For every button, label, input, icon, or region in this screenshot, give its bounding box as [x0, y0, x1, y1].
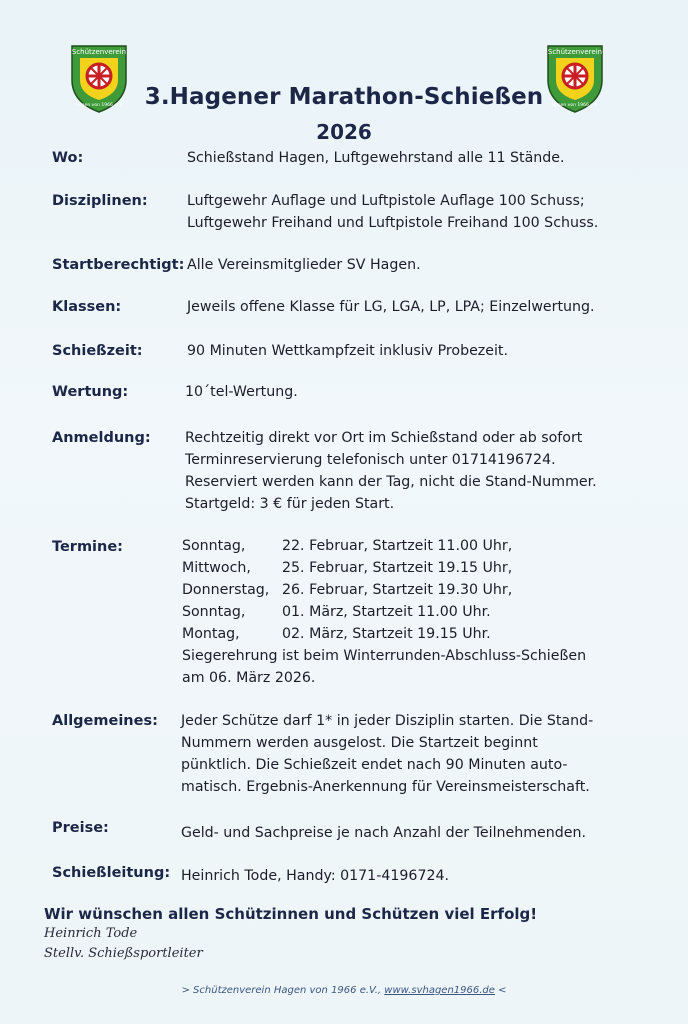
value-wo: Schießstand Hagen, Luftgewehrstand alle 11 Stände.: [187, 150, 565, 166]
svg-text:Schützenverein: Schützenverein: [71, 48, 127, 56]
label-wo: Wo:: [52, 150, 84, 166]
termin-row: Donnerstag, 26. Februar, Startzeit 19.30 Uhr,: [182, 582, 513, 598]
value-schiessleitung: Heinrich Tode, Handy: 0171-4196724.: [181, 868, 450, 884]
svg-text:Hagen von 1966 e.V.: Hagen von 1966 e.V.: [551, 103, 599, 108]
label-klassen: Klassen:: [52, 299, 122, 315]
value-preise: Geld- und Sachpreise je nach Anzahl der Teilnehmenden.: [181, 825, 586, 841]
value-anmeldung: Rechtzeitig direkt vor Ort im Schießstand oder ab sofort Terminreservierung telefonisch unter 01714196724. Reserviert werden kann der Tag, nicht die Stand-Nummer. Startgeld: 3 € für jeden Start.: [185, 430, 597, 512]
label-termine: Termine:: [52, 539, 123, 555]
label-disziplinen: Disziplinen:: [52, 193, 148, 209]
page-title: 3.Hagener Marathon-Schießen: [144, 84, 544, 110]
label-startberechtigt: Startberechtigt:: [52, 257, 185, 273]
label-schiesszeit: Schießzeit:: [52, 343, 143, 359]
page-year: 2026: [316, 120, 372, 144]
value-disziplinen: Luftgewehr Auflage und Luftpistole Auflage 100 Schuss; Luftgewehr Freihand und Luftpistole Freihand 100 Schuss.: [187, 193, 599, 231]
svg-text:Hagen von 1966 e.V.: Hagen von 1966 e.V.: [75, 103, 123, 108]
website-link[interactable]: www.svhagen1966.de: [384, 985, 495, 996]
label-wertung: Wertung:: [52, 384, 129, 400]
label-anmeldung: Anmeldung:: [52, 430, 151, 446]
label-schiessleitung: Schießleitung:: [52, 865, 171, 881]
closing-wish: Wir wünschen allen Schützinnen und Schützen viel Erfolg!: [44, 905, 538, 923]
footer-credit: > Schützenverein Hagen von 1966 e.V., www.svhagen1966.de <: [181, 985, 507, 996]
value-schiesszeit: 90 Minuten Wettkampfzeit inklusiv Probezeit.: [187, 343, 508, 359]
svg-text:Schützenverein: Schützenverein: [547, 48, 603, 56]
signature-name: Heinrich Tode: [44, 926, 138, 941]
label-allgemeines: Allgemeines:: [52, 713, 158, 729]
value-klassen: Jeweils offene Klasse für LG, LGA, LP, LPA; Einzelwertung.: [187, 299, 595, 315]
value-wertung: 10´tel-Wertung.: [185, 384, 298, 400]
signature-role: Stellv. Schießsportleiter: [44, 946, 203, 961]
value-startberechtigt: Alle Vereinsmitglieder SV Hagen.: [187, 257, 421, 273]
termin-row: Sonntag, 22. Februar, Startzeit 11.00 Uhr,: [182, 538, 513, 554]
value-termine: Sonntag, 22. Februar, Startzeit 11.00 Uhr, Mittwoch, 25. Februar, Startzeit 19.15 Uhr, Donnerstag, 26. Februar, Startzeit 19.30 Uhr, Sonntag, 01. März, Startzeit 11.00 Uhr. Montag, 02. März, Startzeit 19.15 Uhr. Siegerehrung ist beim Winterrunden-Abschluss-Schießen am 06. März 2026.: [182, 535, 586, 689]
value-allgemeines: Jeder Schütze darf 1* in jeder Disziplin starten. Die Stand- Nummern werden ausgelost. Die Startzeit beginnt pünktlich. Die Schießzeit endet nach 90 Minuten auto- matisch. Ergebnis-Anerkennung für Vereinsmeisterschaft.: [181, 713, 594, 795]
label-preise: Preise:: [52, 820, 109, 836]
termin-row: Montag, 02. März, Startzeit 19.15 Uhr.: [182, 626, 491, 642]
termin-row: Sonntag, 01. März, Startzeit 11.00 Uhr.: [182, 604, 491, 620]
termin-row: Mittwoch, 25. Februar, Startzeit 19.15 Uhr,: [182, 560, 513, 576]
